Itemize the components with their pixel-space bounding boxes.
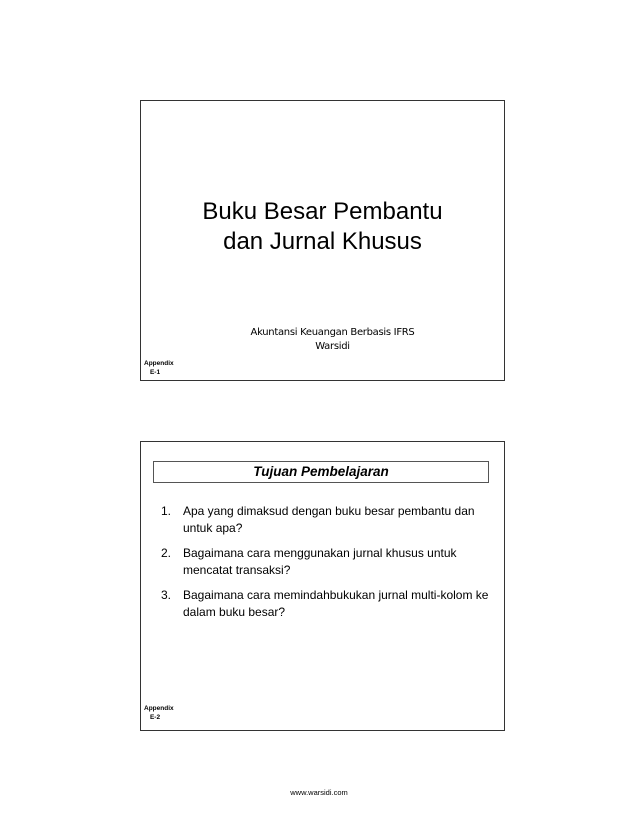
list-item-number: 3. xyxy=(161,588,172,602)
list-item xyxy=(161,587,496,621)
slide-subtitle xyxy=(141,326,504,354)
slide-2 xyxy=(140,441,505,731)
footer-url: www.warsidi.com xyxy=(290,788,348,797)
list-item xyxy=(161,545,496,579)
appendix-label xyxy=(144,704,174,722)
objectives-list xyxy=(161,503,496,629)
slide-title xyxy=(141,197,504,257)
list-item-text: Bagaimana cara menggunakan jurnal khusus untuk mencatat transaksi? xyxy=(183,546,457,577)
objectives-heading: Tujuan Pembelajaran xyxy=(153,461,489,483)
appendix-label xyxy=(144,359,174,377)
appendix-number: E-2 xyxy=(149,714,161,721)
list-item-number: 2. xyxy=(161,546,172,560)
subtitle-course: Akuntansi Keuangan Berbasis IFRS xyxy=(250,327,415,338)
list-item-text: Apa yang dimaksud dengan buku besar pembantu dan untuk apa? xyxy=(183,504,475,535)
appendix-text: Appendix xyxy=(144,360,174,367)
slide-title-line-2: dan Jurnal Khusus xyxy=(223,228,422,255)
slide-1 xyxy=(140,100,505,381)
subtitle-author: Warsidi xyxy=(315,341,350,352)
list-item xyxy=(161,503,496,537)
appendix-text: Appendix xyxy=(144,705,174,712)
appendix-number: E-1 xyxy=(149,369,161,376)
list-item-number: 1. xyxy=(161,504,172,518)
list-item-text: Bagaimana cara memindahbukukan jurnal multi-kolom ke dalam buku besar? xyxy=(183,588,489,619)
slide-title-line-1: Buku Besar Pembantu xyxy=(202,198,443,225)
